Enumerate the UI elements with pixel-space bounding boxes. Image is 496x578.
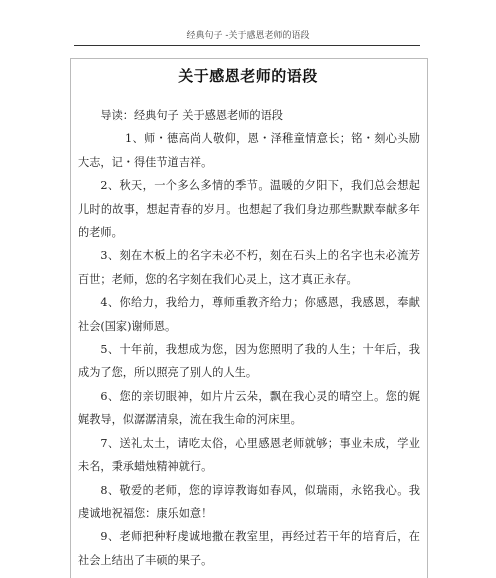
paragraph-2: 2、秋天，一个多么多情的季节。温暖的夕阳下，我们总会想起儿时的故事，想起青春的岁月。也想起了我们身边那些默默奉献多年的老师。 xyxy=(78,179,420,240)
intro-paragraph: 导读：经典句子 关于感恩老师的语段 xyxy=(100,109,283,122)
document-body xyxy=(78,104,420,572)
document-title: 关于感恩老师的语段 xyxy=(178,67,318,85)
paragraph-5: 5、十年前，我想成为您，因为您照明了我的人生；十年后，我成为了您，所以照亮了别人的人生。 xyxy=(78,343,420,380)
paragraph-7: 7、送礼太土，请吃太俗，心里感恩老师就够；事业未成，学业未名，秉承蜡烛精神就行。 xyxy=(78,436,420,474)
paragraph-8: 8、敬爱的老师，您的谆谆教诲如春风，似瑞雨，永铭我心。我虔诚地祝福您：康乐如意！ xyxy=(78,483,420,520)
paragraph-9: 9、老师把种籽虔诚地撒在教室里，再经过若干年的培育后，在社会上结出了丰硕的果子。 xyxy=(78,530,420,567)
paragraph-3: 3、刻在木板上的名字未必不朽，刻在石头上的名字也未必流芳百世；老师，您的名字刻在我们心灵上，这才真正永存。 xyxy=(78,249,420,286)
paragraph-4: 4、你给力，我给力，尊师重教齐给力；你感恩，我感恩，奉献社会(国家)谢师恩。 xyxy=(78,296,420,333)
paragraph-6: 6、您的亲切眼神，如片片云朵，飘在我心灵的晴空上。您的娓娓教导，似潺潺清泉，流在我生命的河床里。 xyxy=(78,389,420,427)
header-divider xyxy=(74,45,420,46)
paragraph-1: 1、师・德高尚人敬仰，恩・泽稚童情意长；铭・刻心头励大志，记・得佳节道吉祥。 xyxy=(78,132,420,169)
page-header: 经典句子 -关于感恩老师的语段 xyxy=(186,31,310,41)
